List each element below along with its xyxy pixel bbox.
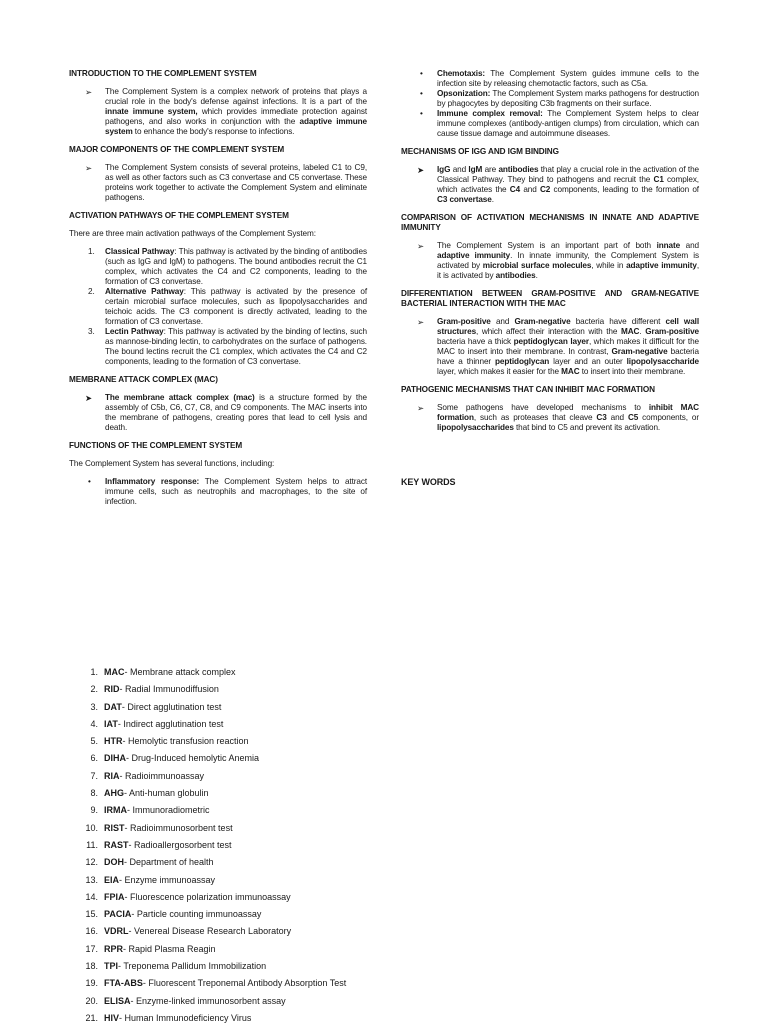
inhibit-bold: lipopolysaccharides <box>437 423 514 432</box>
list-item <box>87 716 487 733</box>
function-name: Inflammatory response: <box>105 477 200 486</box>
keyword-abbr: RIST <box>104 822 125 833</box>
keywords-list <box>87 664 487 1027</box>
gram-bold: MAC <box>621 327 640 336</box>
functions-heading: FUNCTIONS OF THE COMPLEMENT SYSTEM <box>69 441 243 450</box>
pathway-text: : This pathway is activated by the binding of lectins, such as mannose-binding lectin, to carbohydrates on the surface of pathogens. The bound lectins recruit the C1 complex, which activates the C4 and C2 components, leading to the formation of C3 convertase. <box>105 327 367 366</box>
list-item <box>69 247 367 287</box>
list-number: 15. <box>85 909 98 920</box>
intro-bold-adaptive: adaptive immune system <box>105 117 367 136</box>
list-number: 19. <box>85 978 98 989</box>
comparison-bold: adaptive immunity <box>437 251 511 260</box>
gram-text: bacteria have a thick <box>437 337 514 346</box>
keyword-def: - Fluorescent Treponemal Antibody Absorption Test <box>142 978 347 989</box>
igg-text: are <box>482 165 499 174</box>
left-column <box>69 69 367 507</box>
inhibit-text: and <box>606 413 628 422</box>
comparison-text: . In innate immunity, the Complement System is activated by <box>437 251 699 270</box>
list-number: 5. <box>90 736 98 747</box>
keyword-abbr: AHG <box>104 788 124 799</box>
pathway-name: Lectin Pathway <box>105 327 164 336</box>
list-number: 3. <box>90 701 98 712</box>
gram-heading: DIFFERENTIATION BETWEEN GRAM-POSITIVE AND GRAM-NEGATIVE BACTERIAL INTERACTION WITH THE MAC <box>401 289 699 308</box>
comparison-text: and <box>680 241 699 250</box>
list-item <box>87 664 487 681</box>
list-number: 10. <box>85 822 98 833</box>
keywords-heading: KEY WORDS <box>401 477 456 487</box>
function-text: The Complement System helps to clear immune complexes (antibody-antigen clumps) from circulation, which can cause tissue damage and autoimmune diseases. <box>437 109 699 138</box>
list-number: 3. <box>88 327 95 336</box>
list-item <box>87 802 487 819</box>
comparison-text: The Complement System is an important part of both <box>437 241 657 250</box>
keyword-abbr: RAST <box>104 839 129 850</box>
list-item <box>87 699 487 716</box>
gram-bold: lipopolysaccharide <box>626 357 699 366</box>
keyword-def: - Radioallergosorbent test <box>128 839 232 850</box>
arrow-bullet-icon: ➢ <box>417 317 425 327</box>
function-item <box>69 477 367 507</box>
list-number: 2. <box>90 684 98 695</box>
mac-heading: MEMBRANE ATTACK COMPLEX (MAC) <box>69 375 218 384</box>
igg-text: and <box>450 165 469 174</box>
bullet-dot-icon: • <box>420 89 423 98</box>
keyword-def: - Anti-human globulin <box>124 788 209 799</box>
list-number: 9. <box>90 805 98 816</box>
igg-paragraph <box>401 165 699 205</box>
list-item <box>87 872 487 889</box>
functions-intro: The Complement System has several functions, including: <box>69 459 275 468</box>
list-item <box>87 958 487 975</box>
keyword-def: - Hemolytic transfusion reaction <box>122 736 249 747</box>
list-number: 18. <box>85 961 98 972</box>
function-name: Chemotaxis: <box>437 69 486 78</box>
igg-bold: C2 <box>539 185 551 194</box>
keyword-def: - Membrane attack complex <box>124 667 236 677</box>
mac-text: is a structure formed by the assembly of C5b, C6, C7, C8, and C9 components. The MAC inserts into the membrane of pathogens, creating pores that lead to cell lysis and death. <box>105 393 368 432</box>
arrowhead-bullet-icon: ➤ <box>417 165 425 175</box>
pathways-heading: ACTIVATION PATHWAYS OF THE COMPLEMENT SYSTEM <box>69 211 289 220</box>
list-number: 6. <box>90 753 98 764</box>
igg-text: components, leading to the formation of <box>550 185 699 194</box>
gram-bold: peptidoglycan layer <box>513 337 589 346</box>
list-item <box>87 785 487 802</box>
gram-bold: Gram-negative <box>514 317 571 326</box>
list-number: 21. <box>85 1012 98 1023</box>
list-item <box>87 733 487 750</box>
gram-text: layer and an outer <box>549 357 627 366</box>
gram-text: , which makes it difficult for the MAC to insert into their membrane. In contrast, <box>437 337 700 356</box>
keyword-def: - Direct agglutination test <box>121 701 222 712</box>
keyword-abbr: FPIA <box>104 891 125 902</box>
gram-text: bacteria have a thinner <box>437 347 699 366</box>
comparison-paragraph <box>401 241 699 281</box>
arrow-bullet-icon: ➢ <box>417 403 425 413</box>
list-item <box>87 889 487 906</box>
inhibit-paragraph <box>401 403 699 433</box>
gram-text: to insert into their membrane. <box>579 367 686 376</box>
inhibit-text: Some pathogens have developed mechanisms to <box>437 403 649 412</box>
list-item <box>87 681 487 698</box>
intro-bold-innate: innate immune system, <box>105 107 198 116</box>
gram-bold: MAC <box>561 367 580 376</box>
igg-bold: C1 <box>653 175 664 184</box>
comparison-bold: microbial surface molecules <box>482 261 592 270</box>
pathway-name: Classical Pathway <box>105 247 175 256</box>
keyword-abbr: VDRL <box>104 926 129 937</box>
keyword-abbr: IAT <box>104 718 118 729</box>
inhibit-bold: C3 <box>596 413 607 422</box>
keyword-abbr: HTR <box>104 736 123 747</box>
function-name: Immune complex removal: <box>437 109 543 118</box>
gram-paragraph <box>401 317 699 377</box>
list-item <box>87 1010 487 1027</box>
comparison-bold: adaptive immunity <box>626 261 697 270</box>
keyword-abbr: DAT <box>104 701 122 712</box>
gram-text: , which affect their interaction with the <box>476 327 622 336</box>
igg-bold: IgG <box>437 165 451 174</box>
intro-text: which provides immediate protection against pathogens, and also works in conjunction with the <box>105 107 367 126</box>
comparison-bold: innate <box>656 241 681 250</box>
gram-bold: Gram-positive <box>645 327 699 336</box>
inhibit-heading: PATHOGENIC MECHANISMS THAT CAN INHIBIT MAC FORMATION <box>401 385 655 394</box>
arrow-bullet-icon: ➢ <box>85 87 93 97</box>
igg-text: that play a crucial role in the activation of the Classical Pathway. They bind to pathogens and recruit the <box>437 165 699 184</box>
igg-text: . <box>491 195 494 204</box>
function-text: The Complement System marks pathogens for destruction by phagocytes by depositing C3b fragments on their surface. <box>437 89 699 108</box>
pathways-list <box>69 247 367 367</box>
function-name: Opsonization: <box>437 89 491 98</box>
comparison-heading: COMPARISON OF ACTIVATION MECHANISMS IN INNATE AND ADAPTIVE IMMUNITY <box>401 213 699 232</box>
inhibit-text: , such as proteases that cleave <box>473 413 597 422</box>
function-item <box>401 89 699 109</box>
major-heading: MAJOR COMPONENTS OF THE COMPLEMENT SYSTEM <box>69 145 285 154</box>
keyword-def: - Radial Immunodiffusion <box>119 684 219 695</box>
keyword-abbr: RPR <box>104 943 124 954</box>
list-number: 16. <box>85 926 98 937</box>
igg-bold: IgM <box>468 165 483 174</box>
gram-text: bacteria have different <box>570 317 666 326</box>
inhibit-text: that bind to C5 and prevent its activation. <box>513 423 661 432</box>
bullet-dot-icon: • <box>88 477 91 486</box>
igg-bold: C3 convertase <box>437 195 492 204</box>
list-item <box>87 993 487 1010</box>
list-item <box>69 327 367 367</box>
list-item <box>87 923 487 940</box>
keyword-def: - Human Immunodeficiency Virus <box>119 1012 252 1023</box>
list-number: 2. <box>88 287 95 296</box>
keyword-def: - Immunoradiometric <box>127 805 210 816</box>
keyword-def: - Venereal Disease Research Laboratory <box>128 926 292 937</box>
function-item <box>401 109 699 139</box>
list-item <box>87 837 487 854</box>
list-number: 7. <box>90 770 98 781</box>
keyword-def: - Radioimmunoassay <box>119 770 205 781</box>
pathways-intro: There are three main activation pathways of the Complement System: <box>69 229 316 238</box>
keyword-abbr: ELISA <box>104 995 131 1006</box>
major-paragraph <box>69 163 367 203</box>
list-item <box>87 854 487 871</box>
keyword-def: - Enzyme immunoassay <box>119 874 216 885</box>
keyword-abbr: TPI <box>104 961 119 972</box>
list-number: 17. <box>85 943 98 954</box>
list-number: 1. <box>88 247 95 256</box>
list-item <box>69 287 367 327</box>
right-column <box>401 69 699 488</box>
intro-paragraph <box>69 87 367 137</box>
gram-text: layer, which makes it easier for the <box>437 367 562 376</box>
list-item <box>87 820 487 837</box>
keyword-abbr: HIV <box>104 1012 120 1023</box>
list-number: 20. <box>85 995 98 1006</box>
list-number: 13. <box>85 874 98 885</box>
keyword-abbr: MAC <box>104 667 125 677</box>
arrow-bullet-icon: ➢ <box>417 241 425 251</box>
igg-heading: MECHANISMS OF IGG AND IGM BINDING <box>401 147 559 156</box>
list-item <box>87 750 487 767</box>
list-number: 12. <box>85 857 98 868</box>
keyword-def: - Enzyme-linked immunosorbent assay <box>130 995 286 1006</box>
mac-paragraph <box>69 393 367 433</box>
keyword-abbr: FTA-ABS <box>104 978 143 989</box>
keyword-abbr: DIHA <box>104 753 126 764</box>
keyword-abbr: EIA <box>104 874 120 885</box>
keyword-abbr: RIA <box>104 770 120 781</box>
comparison-text: , it is activated by <box>437 261 699 280</box>
keyword-abbr: RID <box>104 684 120 695</box>
keyword-def: - Indirect agglutination test <box>117 718 224 729</box>
igg-bold: antibodies <box>498 165 539 174</box>
gram-text: . <box>639 327 646 336</box>
comparison-text: . <box>535 271 538 280</box>
arrow-bullet-icon: ➢ <box>85 163 93 173</box>
function-item <box>401 69 699 89</box>
keyword-def: - Department of health <box>124 857 214 868</box>
gram-bold: peptidoglycan <box>495 357 550 366</box>
list-number: 11. <box>86 839 98 850</box>
comparison-text: , while in <box>591 261 627 270</box>
inhibit-text: components, or <box>638 413 699 422</box>
igg-text: complex, which activates the <box>437 175 699 194</box>
list-item <box>87 975 487 992</box>
comparison-bold: antibodies <box>495 271 536 280</box>
igg-bold: C4 <box>509 185 521 194</box>
gram-bold: Gram-positive <box>437 317 491 326</box>
intro-heading: INTRODUCTION TO THE COMPLEMENT SYSTEM <box>69 69 257 78</box>
keyword-def: - Radioimmunosorbent test <box>124 822 233 833</box>
list-item <box>87 906 487 923</box>
keyword-def: - Treponema Pallidum Immobilization <box>118 961 267 972</box>
keyword-abbr: PACIA <box>104 909 132 920</box>
list-number: 14. <box>85 891 98 902</box>
function-text: The Complement System guides immune cells to the infection site by releasing chemotactic factors, such as C5a. <box>437 69 699 88</box>
list-item <box>87 941 487 958</box>
intro-text: to enhance the body's response to infections. <box>132 127 295 136</box>
inhibit-bold: C5 <box>627 413 639 422</box>
mac-bold: The membrane attack complex (mac) <box>105 393 255 402</box>
gram-text: and <box>490 317 515 326</box>
pathway-text: : This pathway is activated by the binding of antibodies (such as IgG and IgM) to pathogens. The bound antibodies recruit the C1 complex, which activates the C4 and C2 components, leading to the formation of C3 convertase. <box>105 247 367 286</box>
bullet-dot-icon: • <box>420 69 423 78</box>
pathway-text: : This pathway is activated by the presence of certain microbial surface molecules, such as lipopolysaccharides and teichoic acids. The C3 component is directly activated, leading to the formation of C3 convertase. <box>105 287 367 326</box>
list-item <box>87 768 487 785</box>
list-number: 1. <box>90 667 98 677</box>
keyword-abbr: IRMA <box>104 805 127 816</box>
bullet-dot-icon: • <box>420 109 423 118</box>
pathway-name: Alternative Pathway <box>105 287 184 296</box>
list-number: 8. <box>90 788 98 799</box>
keyword-def: - Rapid Plasma Reagin <box>123 943 216 954</box>
igg-text: and <box>520 185 540 194</box>
keyword-abbr: DOH <box>104 857 124 868</box>
keyword-def: - Particle counting immunoassay <box>131 909 262 920</box>
keyword-def: - Drug-Induced hemolytic Anemia <box>126 753 260 764</box>
inhibit-bold: inhibit MAC formation <box>437 403 699 422</box>
gram-bold: cell wall structures <box>437 317 699 336</box>
list-number: 4. <box>90 718 98 729</box>
gram-bold: Gram-negative <box>611 347 668 356</box>
arrowhead-bullet-icon: ➤ <box>85 393 93 403</box>
intro-text: The Complement System is a complex network of proteins that plays a crucial role in the body's defense against infections. It is a part of the <box>105 87 367 106</box>
major-text: The Complement System consists of several proteins, labeled C1 to C9, as well as other factors such as C3 convertase and C5 convertase. These proteins work together to activate the Complement System and eliminate pathogens. <box>105 163 367 202</box>
keyword-def: - Fluorescence polarization immunoassay <box>124 891 291 902</box>
function-text: The Complement System helps to attract immune cells, such as neutrophils and macrophages, to the site of infection. <box>105 477 367 506</box>
